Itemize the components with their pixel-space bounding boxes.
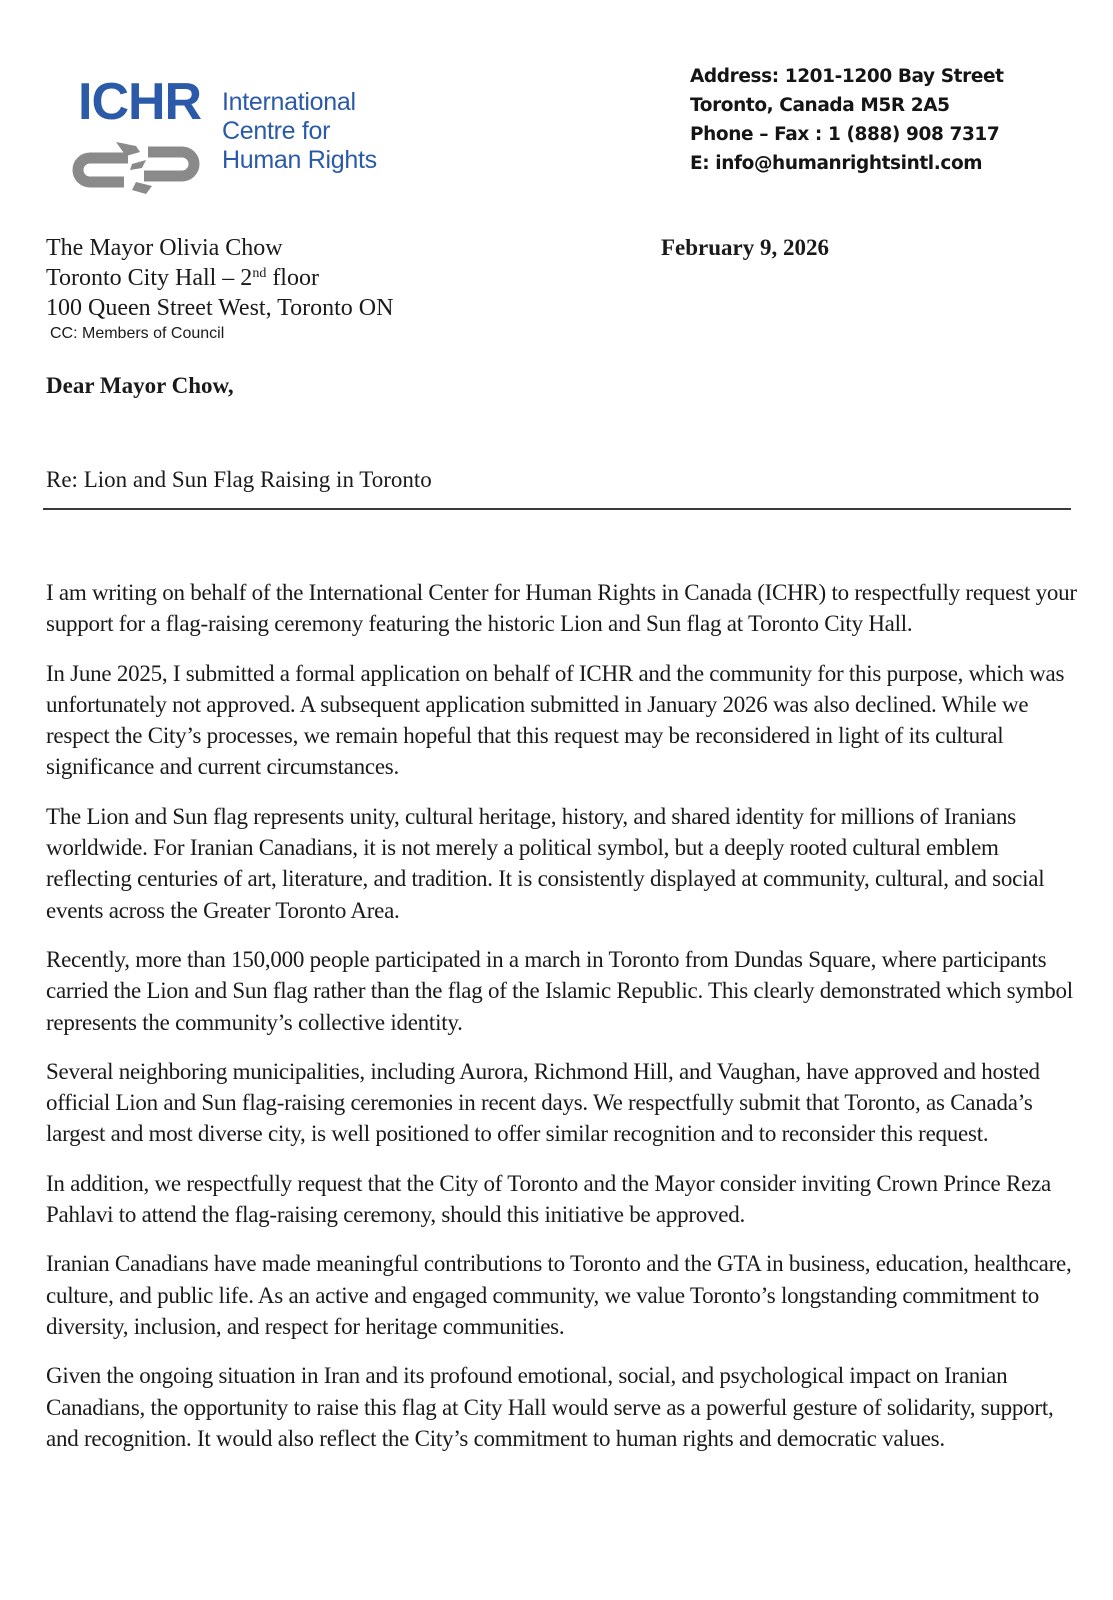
body-paragraph: The Lion and Sun flag represents unity, cultural heritage, history, and shared identity for millions of Iranians worldwide. For Iranian Canadians, it is not merely a political symbol, but a deeply rooted cultural emblem reflecting centuries of art, literature, and tradition. It is consistently displayed at community, cultural, and social events across the Greater Toronto Area.: [46, 803, 1045, 923]
recipient-name: The Mayor Olivia Chow: [46, 235, 283, 261]
body-paragraph: Recently, more than 150,000 people participated in a march in Toronto from Dundas Square, where participants carried the Lion and Sun flag rather than the flag of the Islamic Republic. This clearly demonstrated which symbol represents the community’s collective identity.: [46, 946, 1073, 1035]
cc-line: CC: Members of Council: [50, 325, 225, 342]
logo-name-line: Centre for: [222, 117, 331, 145]
letter-date: February 9, 2026: [661, 235, 830, 260]
body-paragraph: I am writing on behalf of the International Center for Human Rights in Canada (ICHR) to respectfully request your support for a flag-raising ceremony featuring the historic Lion and Sun flag at Toronto City Hall.: [46, 580, 1077, 637]
logo-acronym: ICHR: [78, 73, 202, 131]
letter-body: [46, 577, 1086, 1472]
logo-name-line: International: [222, 88, 356, 116]
building-ordinal: nd: [252, 266, 267, 281]
phone-fax: Phone – Fax : 1 (888) 908 7317: [690, 124, 1000, 145]
building-prefix: Toronto City Hall – 2: [46, 265, 253, 291]
body-paragraph: Several neighboring municipalities, including Aurora, Richmond Hill, and Vaughan, have approved and hosted official Lion and Sun flag-raising ceremonies in recent days. We respectfully submit that Toronto, as Canada’s largest and most diverse city, is well positioned to offer similar recognition and to reconsider this request.: [46, 1058, 1040, 1147]
recipient-block: [46, 233, 393, 345]
subject-divider: [43, 508, 1071, 510]
ichr-logo: [66, 73, 386, 196]
broken-chain-icon: [66, 138, 206, 196]
address-line: Address: 1201-1200 Bay Street: [690, 66, 1004, 87]
recipient-street: 100 Queen Street West, Toronto ON: [46, 295, 394, 321]
body-paragraph: In June 2025, I submitted a formal application on behalf of ICHR and the community for this purpose, which was unfortunately not approved. A subsequent application submitted in January 2026 was also declined. While we respect the City’s processes, we remain hopeful that this request may be reconsidered in light of its cultural significance and current circumstances.: [46, 660, 1065, 780]
logo-name-line: Human Rights: [222, 146, 377, 174]
body-paragraph: Given the ongoing situation in Iran and its profound emotional, social, and psychological impact on Iranian Canadians, the opportunity to raise this flag at City Hall would serve as a powerful gesture of solidarity, support, and recognition. It would also reflect the City’s commitment to human rights and democratic values.: [46, 1363, 1054, 1451]
body-paragraph: In addition, we respectfully request that the City of Toronto and the Mayor consider inviting Crown Prince Reza Pahlavi to attend the flag-raising ceremony, should this initiative be approved.: [46, 1170, 1051, 1228]
logo-name: [222, 88, 377, 175]
recipient-building: [46, 263, 393, 293]
body-paragraph: Iranian Canadians have made meaningful contributions to Toronto and the GTA in business, education, healthcare, culture, and public life. As an active and engaged community, we value Toronto’s longstanding commitment to diversity, inclusion, and respect for heritage communities.: [46, 1251, 1072, 1339]
subject-line: Re: Lion and Sun Flag Raising in Toronto: [46, 467, 432, 492]
address-line: Toronto, Canada M5R 2A5: [690, 95, 950, 116]
email-link[interactable]: E: info@humanrightsintl.com: [690, 153, 983, 174]
contact-block: [690, 62, 1004, 178]
salutation: Dear Mayor Chow,: [46, 373, 234, 398]
building-suffix: floor: [266, 265, 319, 291]
